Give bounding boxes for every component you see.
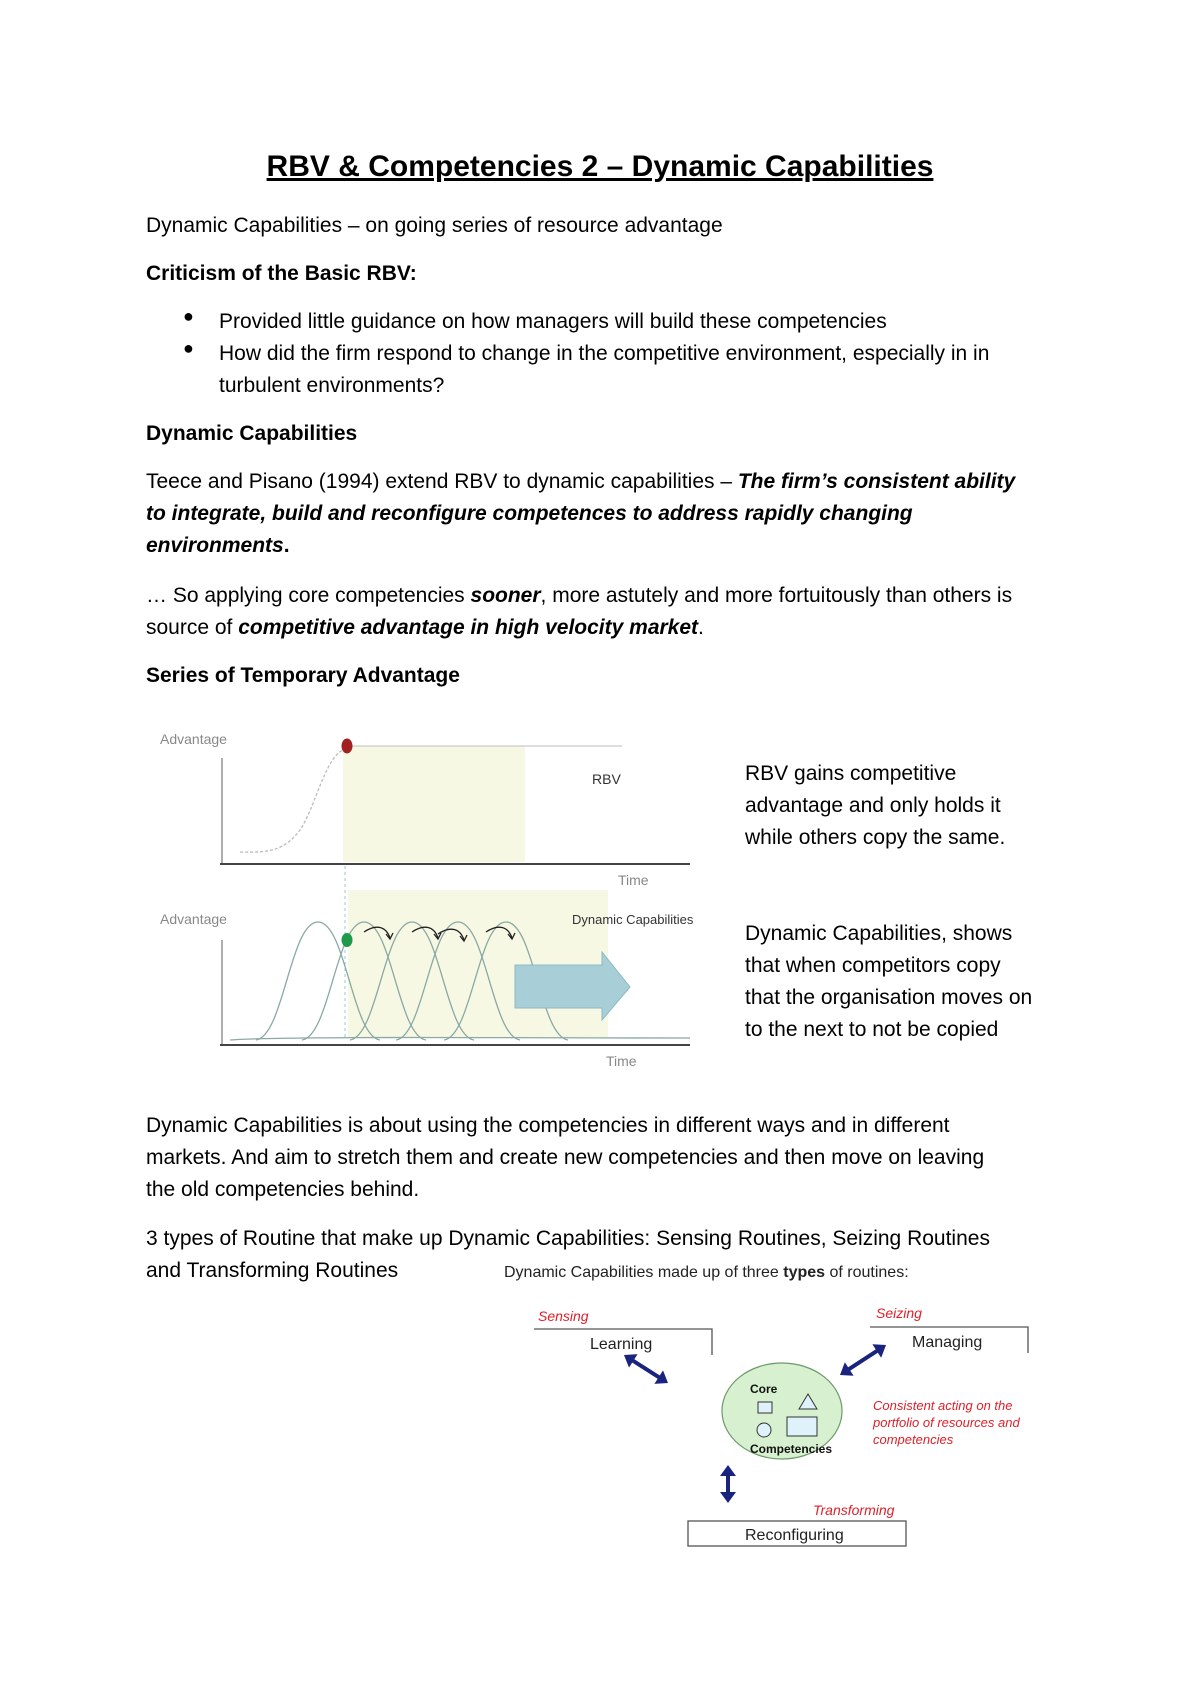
- criticism-bullet-2-line-2: turbulent environments?: [219, 374, 445, 397]
- teece-line-3: [146, 530, 290, 562]
- consistent-line-2: portfolio of resources and: [873, 1415, 1020, 1430]
- competencies-label: Competencies: [750, 1442, 833, 1456]
- teece-line-2: to integrate, build and reconfigure competences to address rapidly changing: [146, 502, 913, 525]
- rbv-red-dot: [342, 739, 353, 754]
- intro-text: Dynamic Capabilities – on going series of resource advantage: [146, 214, 723, 237]
- advantage-charts: [150, 700, 730, 1075]
- applying-advantage: competitive advantage in high velocity market: [238, 616, 699, 639]
- core-label: Core: [750, 1382, 778, 1396]
- seizing-label: Seizing: [876, 1305, 922, 1321]
- para-dc-line-3: the old competencies behind.: [146, 1178, 420, 1201]
- dc-green-dot: [342, 933, 353, 947]
- teece-line-1: [146, 466, 1015, 498]
- applying-line-1: [146, 580, 1012, 612]
- diagram-title-types: types: [783, 1264, 826, 1281]
- diagram-title-c: of routines:: [825, 1264, 909, 1281]
- circle-shape-icon: [757, 1423, 771, 1437]
- bullet-icon: ●: [183, 306, 194, 326]
- dynamic-capabilities-heading: Dynamic Capabilities: [146, 422, 358, 445]
- teece-definition-3: environments: [146, 534, 284, 557]
- teece-definition-1: The firm’s consistent ability: [737, 470, 1016, 493]
- managing-label: Managing: [912, 1334, 983, 1351]
- routines-line-1: 3 types of Routine that make up Dynamic Capabilities: Sensing Routines, Seizing Routines: [146, 1227, 990, 1250]
- applying-line-2: [146, 612, 704, 644]
- rbv-note-line-2: advantage and only holds it: [745, 794, 1001, 817]
- rbv-rise-curve: [240, 750, 343, 852]
- applying-period: .: [698, 616, 704, 639]
- top-chart-title: RBV: [592, 771, 621, 787]
- series-heading: Series of Temporary Advantage: [146, 664, 460, 687]
- diagram-title: [504, 1264, 909, 1281]
- reconfiguring-label: Reconfiguring: [745, 1527, 844, 1544]
- diagram-title-a: Dynamic Capabilities made up of three: [504, 1264, 784, 1281]
- rbv-note-line-1: RBV gains competitive: [745, 762, 957, 785]
- dc-note-line-2: that when competitors copy: [745, 954, 1001, 977]
- reconfiguring-arrow-head-2: [720, 1465, 736, 1476]
- routines-line-2: and Transforming Routines: [146, 1259, 399, 1282]
- learning-label: Learning: [590, 1336, 653, 1353]
- dc-note-line-1: Dynamic Capabilities, shows: [745, 922, 1013, 945]
- routines-diagram: [500, 1255, 1060, 1555]
- learning-arrow-shaft: [629, 1358, 663, 1380]
- dc-note-line-3: that the organisation moves on: [745, 986, 1033, 1009]
- applying-d: source of: [146, 616, 239, 639]
- bottom-y-label: Advantage: [160, 911, 227, 927]
- criticism-bullet-1: Provided little guidance on how managers will build these competencies: [219, 310, 887, 333]
- applying-c: , more astutely and more fortuitously than others is: [540, 584, 1013, 607]
- applying-a: … So applying core competencies: [146, 584, 471, 607]
- dc-note-line-4: to the next to not be copied: [745, 1018, 999, 1041]
- consistent-line-3: competencies: [873, 1432, 954, 1447]
- top-y-label: Advantage: [160, 731, 227, 747]
- page-title: RBV & Competencies 2 – Dynamic Capabilities: [266, 150, 934, 183]
- teece-period: .: [283, 534, 290, 557]
- criticism-heading: Criticism of the Basic RBV:: [146, 262, 417, 285]
- dc-baseline-curve: [230, 1038, 690, 1041]
- applying-sooner: sooner: [470, 584, 541, 607]
- para-dc-line-1: Dynamic Capabilities is about using the competencies in different ways and in different: [146, 1114, 950, 1137]
- top-x-label: Time: [618, 872, 649, 888]
- consistent-line-1: Consistent acting on the: [873, 1398, 1013, 1413]
- bottom-chart-title: Dynamic Capabilities: [572, 912, 694, 927]
- managing-arrow-shaft: [845, 1348, 881, 1371]
- teece-plain: Teece and Pisano (1994) extend RBV to dynamic capabilities –: [146, 470, 738, 493]
- bottom-x-label: Time: [606, 1053, 637, 1069]
- para-dc-line-2: markets. And aim to stretch them and create new competencies and then move on leaving: [146, 1146, 985, 1169]
- transforming-label: Transforming: [813, 1502, 895, 1518]
- bullet-icon: ●: [183, 338, 194, 358]
- sensing-label: Sensing: [538, 1308, 589, 1324]
- criticism-bullet-2-line-1: How did the firm respond to change in the competitive environment, especially in in: [219, 342, 990, 365]
- reconfiguring-arrow-head-1: [720, 1492, 736, 1503]
- rectangle-shape-icon: [787, 1417, 817, 1436]
- square-shape-icon: [758, 1402, 772, 1413]
- dc-advantage-fill: [348, 890, 608, 1038]
- rbv-note-line-3: while others copy the same.: [745, 826, 1006, 849]
- rbv-advantage-fill: [343, 746, 525, 862]
